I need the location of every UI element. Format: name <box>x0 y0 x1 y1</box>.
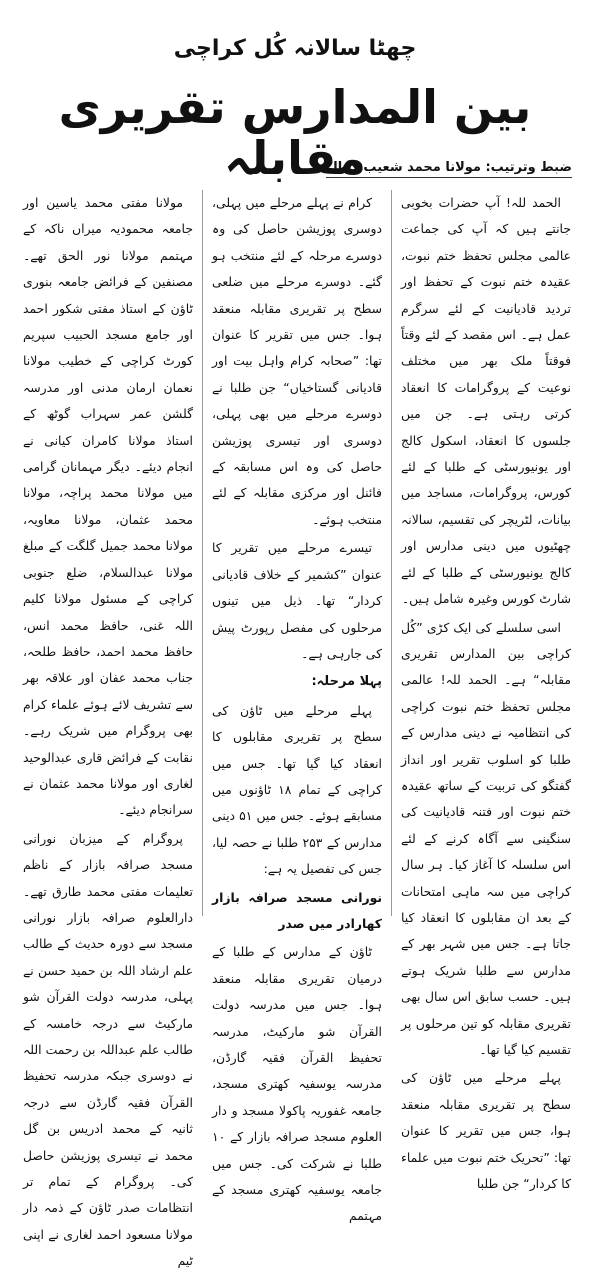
body-paragraph: پروگرام کے میزبان نورانی مسجد صرافہ بازار کے ناظم تعلیمات مفتی محمد طارق تھے۔ دارالعلوم صرافہ بازار نورانی مسجد سے دورہ حدیث کے طالب علم ارشاد اللہ بن حمید حسن نے پہلی، مدرسہ دولت القرآن شو مارکیٹ سے درجہ خامسہ کے طالب علم عبداللہ بن رحمت اللہ نے دوسری جبکہ مدرسہ تحفیظ القرآن فقیہ گارڈن سے درجہ ثانیہ کے محمد ادریس بن گل محمد نے تیسری پوزیشن حاصل کی۔ پروگرام کے تمام تر انتظامات صدر ٹاؤن کے ذمہ دار مولانا مسعود احمد لغاری نے اپنی ٹیم <box>23 830 193 1269</box>
body-paragraph: کرام نے پہلے مرحلے میں پہلی، دوسری پوزیشن حاصل کی وہ دوسرے مرحلہ کے لئے منتخب ہو گئے۔ دوسرے مرحلے میں ضلعی سطح پر تقریری مقابلہ منعقد ہوا۔ جس میں تقریر کا عنوان تھا: ”صحابہ کرام واہل بیت اور قادیانی گستاخیاں“ جن طلبا نے دوسرے مرحلے میں بھی پہلی، دوسری اور تیسری پوزیشن حاصل کی وہ اس مسابقہ کے فائنل اور مرکزی مقابلہ کے لئے منتخب ہوئے۔ <box>212 195 382 527</box>
body-paragraph: مولانا مفتی محمد یاسین اور جامعہ محمودیہ میراں ناکہ کے مہتمم مولانا نور الحق تھے۔ مصنفین کے فرائض جامعہ بنوری ٹاؤن کے استاذ مفتی شکور احمد اور جامع مسجد الحبیب سپریم کورٹ کراچی کے خطیب مولانا نعمان ارمان مدنی اور مدرسہ گلشن عمر سہراب گوٹھ کے استاذ مولانا کامران کیانی نے انجام دیئے۔ دیگر مہمانان گرامی میں مولانا محمد پراچہ، مولانا محمد عثمان، مولانا معاویہ، مولانا محمد جمیل گلگت کے مبلغ مولانا عبدالسلام، ضلع جنوبی کراچی کے مسئول مولانا کلیم اللہ غنی، حافظ محمد انس، حافظ محمد احمد، حافظ طلحہ، جناب محمد عفان اور علاقہ بھر سے تشریف لائے ہوئے علماء کرام بھی پروگرام میں شریک رہے۔ نقابت کے فرائض قاری عبدالوحید لغاری اور مولانا محمد عثمان نے سرانجام دیئے۔ <box>23 195 193 818</box>
article-body <box>14 190 580 1269</box>
text-column-3 <box>14 190 203 1269</box>
article-headline: بین المدارس تقریری مقابلہ <box>58 80 532 185</box>
body-paragraph: تیسرے مرحلے میں تقریر کا عنوان ”کشمیر کے خلاف قادیانی کردار“ تھا۔ ذیل میں تینوں مرحلوں کی مفصل رپورٹ پیش کی جارہی ہے۔ <box>212 540 382 661</box>
body-paragraph: ٹاؤن کے مدارس کے طلبا کے درمیان تقریری مقابلہ منعقد ہوا۔ جس میں مدرسہ دولت القرآن شو مارکیٹ، مدرسہ تحفیظ القرآن فقیہ گارڈن، مدرسہ یوسفیہ کھتری مسجد، جامعہ غفوریہ پاکولا مسجد و دار العلوم مسجد صرافہ بازار کے ۱۰ طلبا نے شرکت کی۔ جس میں جامعہ یوسفیہ کھتری مسجد کے مہتمم <box>212 944 382 1224</box>
venue-heading: نورانی مسجد صرافہ بازار کھارادر میں صدر <box>212 889 382 931</box>
text-column-1 <box>392 190 580 1192</box>
body-paragraph: پہلے مرحلے میں ٹاؤن کی سطح پر تقریری مقابلہ منعقد ہوا، جس میں تقریر کا عنوان تھا: ”تحریک ختم نبوت میں علماء کا کردار“ جن طلبا <box>401 1070 571 1192</box>
article-byline: ضبط وترتیب: مولانا محمد شعیب کمال <box>326 160 572 178</box>
article-kicker: چھٹا سالانہ کُل کراچی <box>173 36 417 61</box>
body-paragraph: الحمد للہ! آپ حضرات بخوبی جانتے ہیں کہ آپ کی جماعت عالمی مجلس تحفظ ختم نبوت، عقیدہ ختم نبوت کے تحفظ اور تردید قادیانیت کے لئے سرگرم عمل ہے۔ اس مقصد کے لئے وقتاً فوقتاً ملک بھر میں مختلف نوعیت کے پروگرامات کا انعقاد کرتی رہتی ہے۔ جن میں جلسوں کا انعقاد، اسکول کالج اور یونیورسٹی کے طلبا کے لئے کورس، پروگرامات، مساجد میں بیانات، لٹریچر کی تقسیم، سالانہ چھٹیوں میں دینی مدارس اور کالج یونیورسٹی کے طلبا کے لئے شارٹ کورس وغیرہ شامل ہیں۔ <box>401 195 571 607</box>
body-paragraph: اسی سلسلے کی ایک کڑی ”کُل کراچی بین المدارس تقریری مقابلہ“ ہے۔ الحمد للہ! عالمی مجلس تحفظ ختم نبوت کراچی کی انتظامیہ نے دینی مدارس کے طلبا کو اسلوب تقریر اور انداز گفتگو کی تربیت کے ساتھ عقیدہ ختم نبوت اور فتنہ قادیانیت کی سنگینی سے آگاہ کرنے کے لئے اس سلسلہ کا آغاز کیا۔ ہر سال کراچی میں سہ ماہی امتحانات کے بعد ان مقابلوں کا انعقاد کیا جاتا ہے۔ جس میں شہر بھر کے مدارس سے طلبا شریک ہوتے ہیں۔ حسب سابق اس سال بھی تقریری مقابلہ کو تین مرحلوں پر تقسیم کیا گیا تھا۔ <box>401 619 571 1057</box>
section-subheading: پہلا مرحلہ: <box>311 674 382 690</box>
body-paragraph: پہلے مرحلے میں ٹاؤن کی سطح پر تقریری مقابلوں کا انعقاد کیا گیا تھا۔ جس میں کراچی کے تمام ۱۸ ٹاؤنوں میں مسابقے ہوئے۔ جس میں ۵۱ دینی مدارس کے ۲۵۳ طلبا نے حصہ لیا، جس کی تفصیل یہ ہے: <box>212 702 383 877</box>
text-column-2 <box>203 190 392 1224</box>
